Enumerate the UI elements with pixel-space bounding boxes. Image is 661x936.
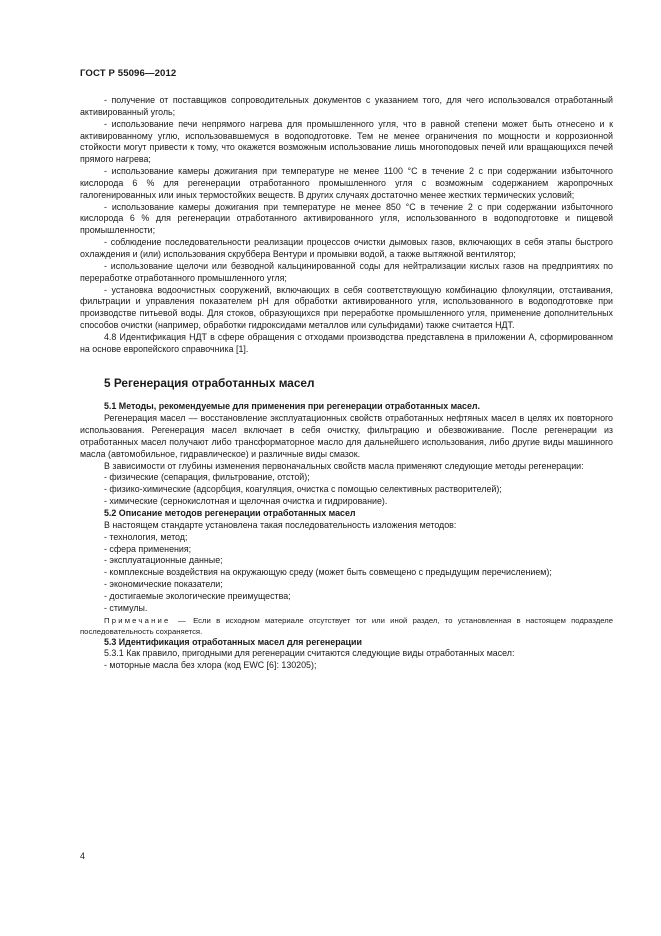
document-header: ГОСТ Р 55096—2012 — [80, 68, 177, 79]
subsection-5-1-title: 5.1 Методы, рекомендуемые для применения при регенерации отработанных масел. — [104, 401, 480, 412]
list-item: - получение от поставщиков сопроводительных документов с указанием того, для чего использовался отработанный активированный уголь; — [80, 95, 613, 117]
paragraph-4-8: 4.8 Идентификация НДТ в сфере обращения с отходами производства представлена в приложении А, сформированном на основе европейского справочника [1]. — [80, 331, 613, 354]
paragraph: В настоящем стандарте установлена такая последовательность изложения методов: — [104, 519, 457, 530]
paragraph: Регенерация масел — восстановление эксплуатационных свойств отработанных нефтяных масел в целях их повторного использования. Регенерация масел включает в себя очистку, фильтрацию и обезвоживание. После регенерации из отработанных масел получают либо трансформаторное масло для дальнейшего использования, либо другие виды машинного масла (автомобильное, гидравлическое) и различные виды смазок. — [80, 413, 613, 459]
section-5-title: 5 Регенерация отработанных масел — [104, 375, 315, 390]
document-body — [80, 95, 613, 672]
paragraph-5-3-1: 5.3.1 Как правило, пригодными для регенерации считаются следующие виды отработанных масел: — [104, 648, 515, 659]
list-item: - стимулы. — [104, 602, 148, 613]
paragraph: В зависимости от глубины изменения первоначальных свойств масла применяют следующие методы регенерации: — [104, 460, 584, 471]
note-text: Если в исходном материале отсутствует тот или иной раздел, то установленная в настоящем подразделе последовательность сохраняется. — [80, 615, 613, 636]
note — [80, 615, 613, 637]
list-item: - эксплуатационные данные; — [104, 555, 223, 566]
list-item: - соблюдение последовательности реализации процессов очистки дымовых газов, включающих в себя этапы быстрого охлаждения и (или) использования скруббера Вентури и промывки водой, а также вытяжной вентилятор; — [80, 237, 613, 259]
list-item: - химические (сернокислотная и щелочная очистка и гидрирование). — [104, 496, 388, 507]
list-item: - технология, метод; — [104, 531, 188, 542]
list-item: - комплексные воздействия на окружающую среду (может быть совмещено с предыдущим перечислением); — [104, 567, 552, 578]
page-number: 4 — [80, 851, 85, 861]
note-lead: Примечание — — [104, 615, 188, 625]
list-item: - сфера применения; — [104, 543, 192, 554]
list-item: - экономические показатели; — [104, 579, 223, 590]
list-item: - использование камеры дожигания при температуре не менее 1100 °С в течение 2 с при содержании избыточного кислорода 6 % для регенерации отработанного промышленного угля с возможным содержанием жаропрочных галогенированных или иных термостойких веществ. В других случаях достаточно менее жестких термических условий; — [80, 166, 613, 200]
list-item: - физические (сепарация, фильтрование, отстой); — [104, 472, 310, 483]
list-item: - использование камеры дожигания при температуре не менее 850 °С в течение 2 с при содержании избыточного кислорода 6 % для регенерации отработанного активированного угля, использованного в водоподготовке и пищевой промышленности; — [80, 201, 613, 236]
subsection-5-2-title: 5.2 Описание методов регенерации отработанных масел — [104, 508, 356, 518]
subsection-5-3-title: 5.3 Идентификация отработанных масел для регенерации — [104, 636, 362, 647]
list-item: - достигаемые экологические преимущества; — [104, 590, 291, 601]
list-item: - моторные масла без хлора (код EWC [6]: 130205); — [104, 660, 317, 671]
list-item: - установка водоочистных сооружений, включающих в себя соответствующую комбинацию флокуляции, отстаивания, фильтрации и управления показателем рН для обработки активированного угля, использованного в водоподготовке при производстве питьевой воды. Для стоков, образующихся при переработке промышленного угля, применение дополнительных способов очистки (например, обработки гидроксидами металлов или сульфидами) также считается НДТ. — [80, 284, 613, 331]
list-item: - физико-химические (адсорбция, коагуляция, очистка с помощью селективных растворителей); — [104, 484, 502, 495]
list-item: - использование щелочи или безводной кальцинированной соды для нейтрализации кислых газов на предприятиях по переработке отработанного промышленного угля; — [80, 260, 613, 283]
list-item: - использование печи непрямого нагрева для промышленного угля, что в равной степени может быть отнесено и к активированному углю, использовавшемуся в водоподготовке. Тем не менее ограничения по мощности и коррозионной стойкости могут привести к тому, что окажется возможным использование лишь многоподовых печей или вращающихся печей прямого нагрева; — [80, 118, 613, 165]
